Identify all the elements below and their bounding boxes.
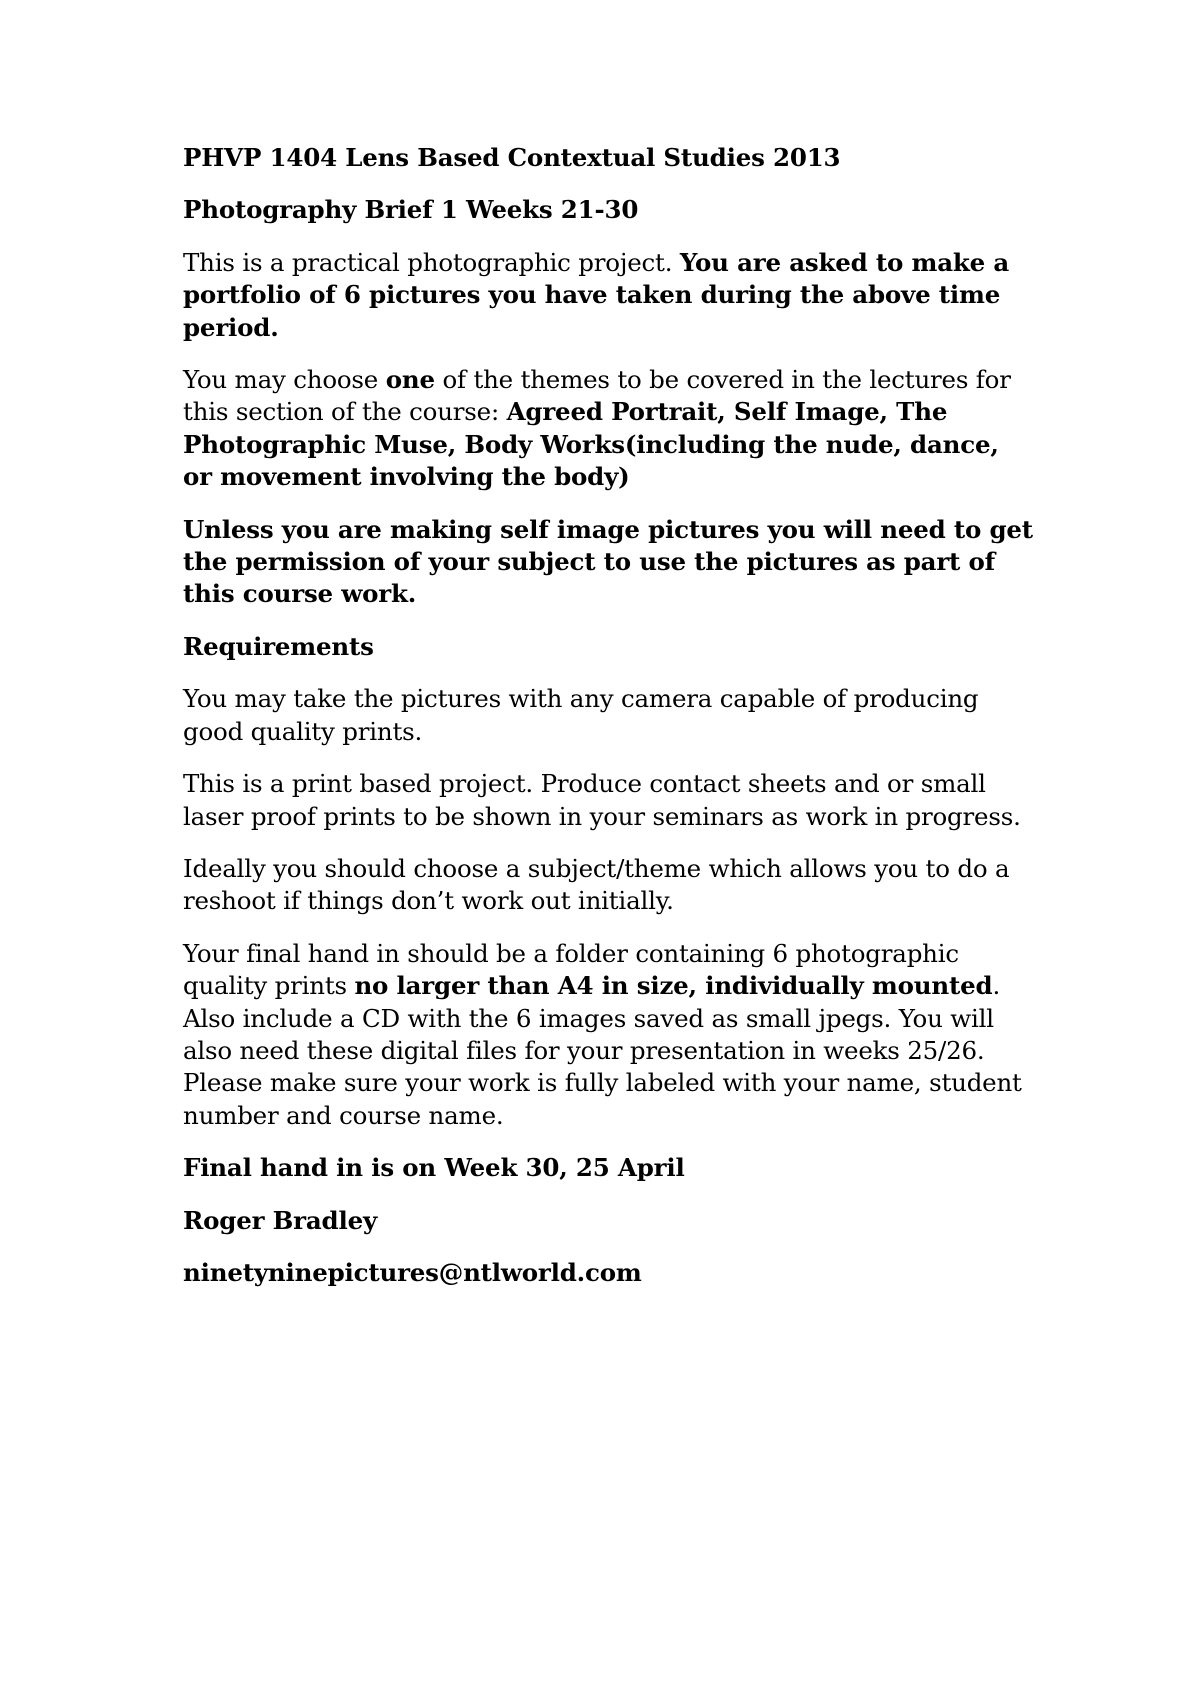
deadline: Final hand in is on Week 30, 25 April bbox=[183, 1153, 685, 1183]
document-title: PHVP 1404 Lens Based Contextual Studies 2013 bbox=[183, 143, 841, 172]
themes-text-2: of the themes to be covered in the lectures for this section of the course: bbox=[183, 365, 1011, 427]
themes-emphasis-one: one bbox=[385, 365, 435, 395]
final-hand-in-paragraph bbox=[183, 938, 1033, 1132]
themes-text-1: You may choose bbox=[183, 365, 386, 395]
final-text-1: Your final hand in should be a folder containing 6 photographic quality prints bbox=[183, 938, 959, 1001]
final-size-requirement: no larger than A4 in size, individually mounted bbox=[354, 971, 993, 1001]
reshoot-paragraph: Ideally you should choose a subject/theme which allows you to do a reshoot if things don’t work out initially. bbox=[183, 853, 1010, 916]
document-subtitle: Photography Brief 1 Weeks 21-30 bbox=[183, 195, 639, 225]
intro-bold-text: You are asked to make a portfolio of 6 pictures you have taken during the above time period. bbox=[183, 247, 1010, 342]
final-text-2: . Also include a CD with the 6 images saved as small jpegs. You will also need these digital files for your presentation in weeks 25/26. Please make sure your work is fully labeled with your name, student number and course name. bbox=[183, 971, 1022, 1130]
author-name: Roger Bradley bbox=[183, 1205, 378, 1235]
intro-paragraph bbox=[183, 247, 1033, 344]
permission-paragraph: Unless you are making self image pictures you will need to get the permission of your subject to use the pictures as part of this course work. bbox=[183, 514, 1033, 609]
print-based-paragraph: This is a print based project. Produce contact sheets and or small laser proof prints to be shown in your seminars as work in progress. bbox=[183, 769, 1021, 831]
camera-paragraph: You may take the pictures with any camera capable of producing good quality prints. bbox=[183, 684, 979, 746]
document-page bbox=[183, 142, 1033, 1309]
themes-list: Agreed Portrait, Self Image, The Photographic Muse, Body Works(including the nude, dance, or movement involving the body) bbox=[183, 397, 999, 492]
requirements-heading: Requirements bbox=[183, 631, 374, 661]
author-email: ninetyninepictures@ntlworld.com bbox=[183, 1257, 642, 1287]
intro-plain-text: This is a practical photographic project. bbox=[183, 247, 680, 277]
themes-paragraph bbox=[183, 364, 1033, 494]
